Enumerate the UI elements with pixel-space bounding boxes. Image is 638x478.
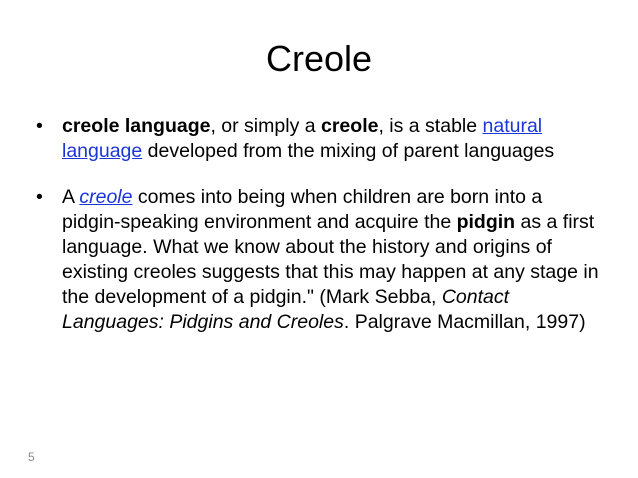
text-segment: , is a stable: [378, 115, 483, 137]
text-segment: comes into being when children are born into a pidgin-speaking environment and acquire the: [62, 186, 543, 233]
page-number: 5: [28, 450, 35, 464]
text-segment: A: [62, 186, 80, 208]
bullet-list: [36, 114, 606, 335]
creole-link[interactable]: creole: [79, 186, 133, 208]
bullet-dot-icon: •: [36, 115, 43, 137]
text-segment: as a first language. What we know about the history and origins of existing creoles suggests that this may happen at any stage in the development of a pidgin." (Mark Sebba,: [62, 211, 599, 308]
bullet-item-creole-definition: [36, 114, 606, 164]
text-segment: , or simply a: [210, 115, 321, 137]
text-segment: . Palgrave Macmillan, 1997): [343, 311, 586, 333]
term-creole-language: creole language: [62, 115, 211, 137]
bullet-dot-icon: •: [36, 186, 43, 208]
term-pidgin: pidgin: [456, 211, 516, 233]
text-segment: developed from the mixing of parent languages: [142, 140, 555, 162]
natural-language-link[interactable]: natural language: [62, 115, 543, 162]
book-title: Contact Languages: Pidgins and Creoles: [62, 286, 510, 333]
term-creole: creole: [321, 115, 379, 137]
slide-title: Creole: [265, 38, 373, 79]
bullet-item-creole-origin: [36, 185, 606, 335]
